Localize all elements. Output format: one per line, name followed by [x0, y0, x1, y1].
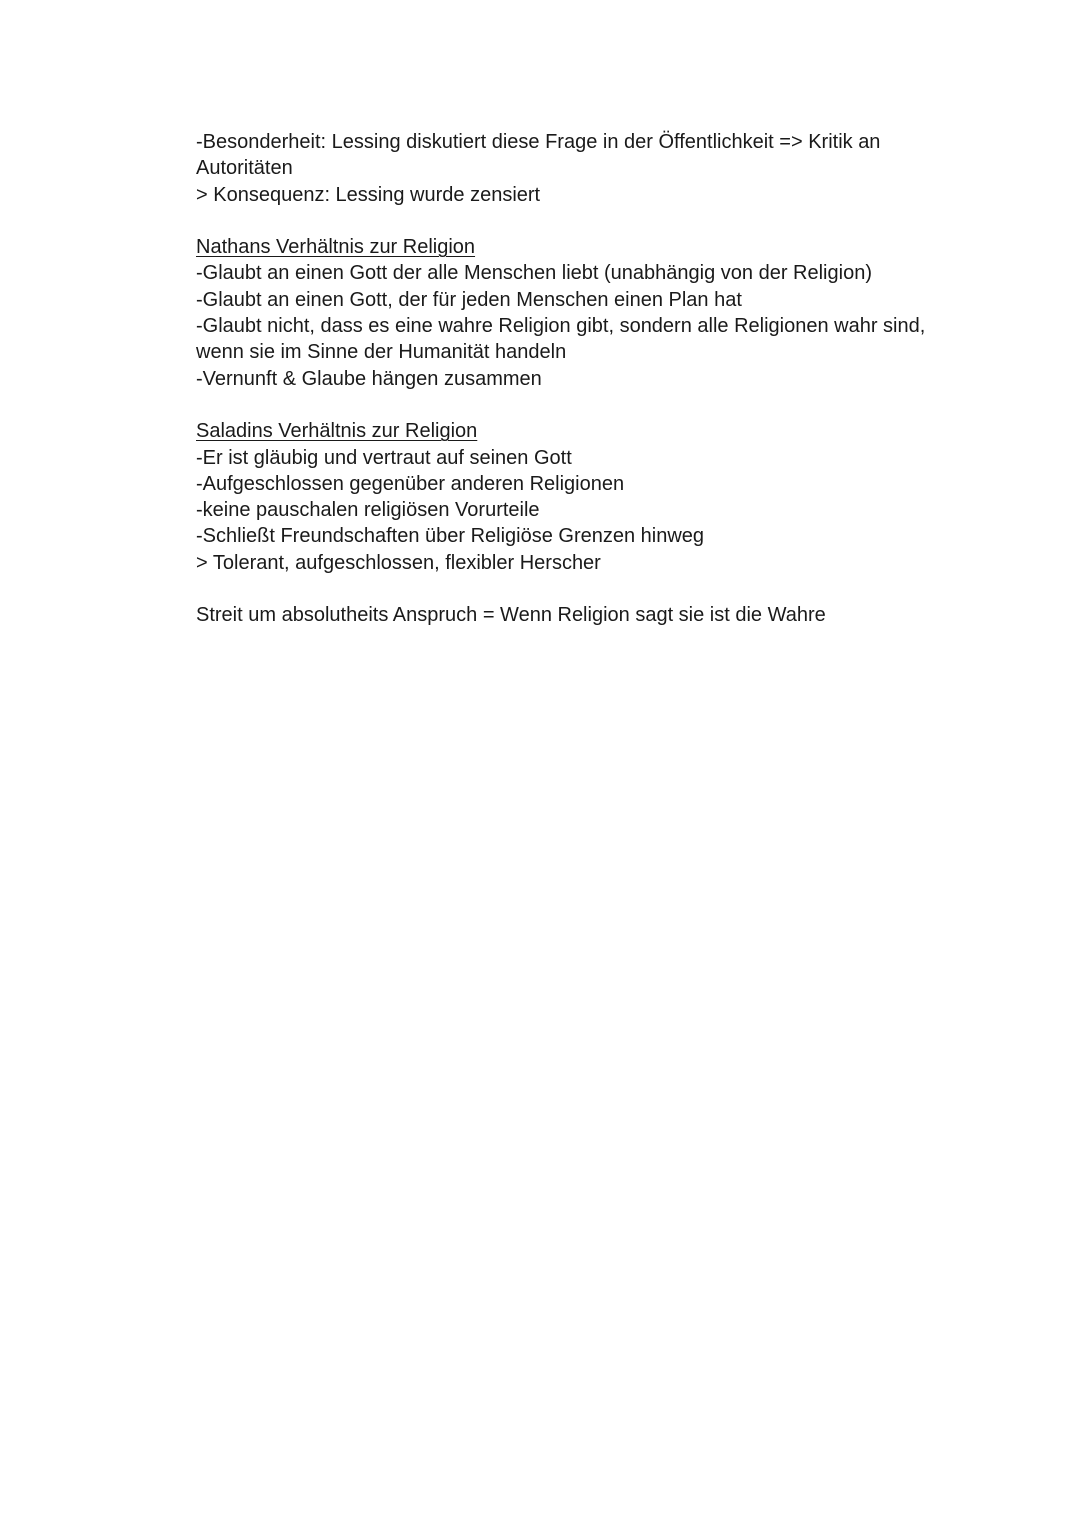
- saladin-point: -Schließt Freundschaften über Religiöse Grenzen hinweg: [196, 525, 705, 548]
- nathan-point: -Glaubt nicht, dass es eine wahre Religion gibt, sondern alle Religionen wahr sind, wenn sie im Sinne der Humanität handeln: [196, 315, 926, 364]
- saladin-point: -Er ist gläubig und vertraut auf seinen Gott: [196, 446, 572, 469]
- spacer: [196, 392, 956, 418]
- nathan-point: -Glaubt an einen Gott der alle Menschen liebt (unabhängig von der Religion): [196, 262, 872, 285]
- spacer: [196, 576, 956, 602]
- intro-line-besonderheit: -Besonderheit: Lessing diskutiert diese Frage in der Öffentlichkeit => Kritik an Autoritäten: [196, 131, 881, 180]
- saladin-summary: > Tolerant, aufgeschlossen, flexibler Herscher: [196, 551, 601, 574]
- intro-section: [196, 129, 956, 208]
- saladin-point: -Aufgeschlossen gegenüber anderen Religionen: [196, 472, 625, 495]
- nathan-point: -Glaubt an einen Gott, der für jeden Menschen einen Plan hat: [196, 288, 742, 311]
- spacer: [196, 208, 956, 234]
- saladin-point: -keine pauschalen religiösen Vorurteile: [196, 499, 540, 522]
- nathan-heading: Nathans Verhältnis zur Religion: [196, 236, 476, 259]
- nathan-point: -Vernunft & Glaube hängen zusammen: [196, 367, 542, 390]
- conclusion-line: Streit um absolutheits Anspruch = Wenn Religion sagt sie ist die Wahre: [196, 604, 826, 627]
- document-body: [196, 129, 956, 629]
- nathan-section: [196, 234, 956, 392]
- saladin-heading: Saladins Verhältnis zur Religion: [196, 420, 478, 443]
- saladin-section: [196, 418, 956, 576]
- intro-line-konsequenz: > Konsequenz: Lessing wurde zensiert: [196, 183, 541, 206]
